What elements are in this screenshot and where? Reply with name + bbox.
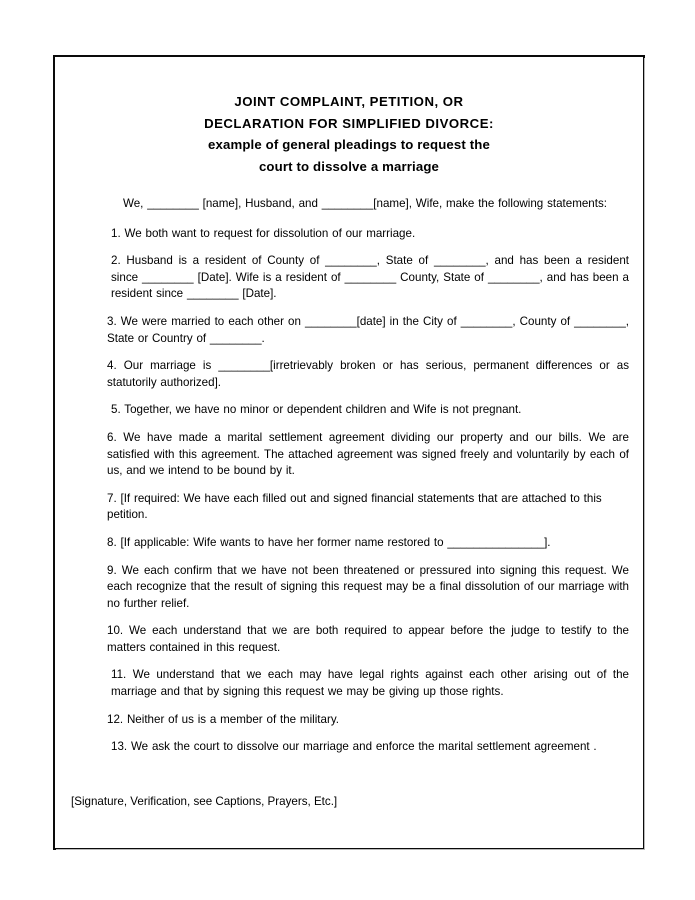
document-page-frame [53, 55, 645, 850]
document-content [63, 196, 635, 756]
clause-item-3: 3. We were married to each other on ________[date] in the City of ________, County of ________, State or Country of ________. [107, 314, 629, 345]
clause-item-5: 5. Together, we have no minor or dependent children and Wife is not pregnant. [111, 403, 522, 417]
document-body [55, 57, 643, 848]
clause-item-12: 12. Neither of us is a member of the military. [107, 712, 339, 726]
intro-paragraph: We, ________ [name], Husband, and ________[name], Wife, make the following statements: [123, 197, 607, 210]
clause-item-8: 8. [If applicable: Wife wants to have her former name restored to _______________]. [107, 535, 551, 549]
document-title-block [134, 91, 564, 177]
clause-item-13: 13. We ask the court to dissolve our marriage and enforce the marital settlement agreement . [111, 740, 597, 754]
title-line-2: DECLARATION FOR SIMPLIFIED DIVORCE: [204, 115, 494, 131]
clause-item-11: 11. We understand that we each may have legal rights against each other arising out of the marriage and that by signing this request we may be giving up those rights. [111, 668, 629, 699]
clause-item-9: 9. We each confirm that we have not been threatened or pressured into signing this request. We each recognize that the result of signing this request may be a final dissolution of our marriage with no further relief. [107, 563, 629, 610]
clause-item-4: 4. Our marriage is ________[irretrievably broken or has serious, permanent differences or as statutorily authorized]. [107, 359, 629, 389]
title-line-3: example of general pleadings to request the [208, 137, 490, 152]
clause-item-7: 7. [If required: We have each filled out and signed financial statements that are attached to this petition. [107, 491, 602, 522]
title-line-1: JOINT COMPLAINT, PETITION, OR [234, 94, 464, 109]
clause-item-2: 2. Husband is a resident of County of ________, State of ________, and has been a resident since ________ [Date]. Wife is a resident of ________ County, State of ________, and has been a resident since ________ [Date]. [111, 254, 629, 301]
clause-item-1: 1. We both want to request for dissolution of our marriage. [111, 226, 416, 240]
title-line-4: court to dissolve a marriage [258, 158, 440, 174]
signature-note: [Signature, Verification, see Captions, Prayers, Etc.] [71, 794, 338, 808]
clause-item-10: 10. We each understand that we are both required to appear before the judge to testify to the matters contained in this request. [107, 624, 629, 654]
clause-item-6: 6. We have made a marital settlement agreement dividing our property and our bills. We are satisfied with this agreement. The attached agreement was signed freely and voluntarily by each of us, and we intend to be bound by it. [107, 430, 629, 478]
